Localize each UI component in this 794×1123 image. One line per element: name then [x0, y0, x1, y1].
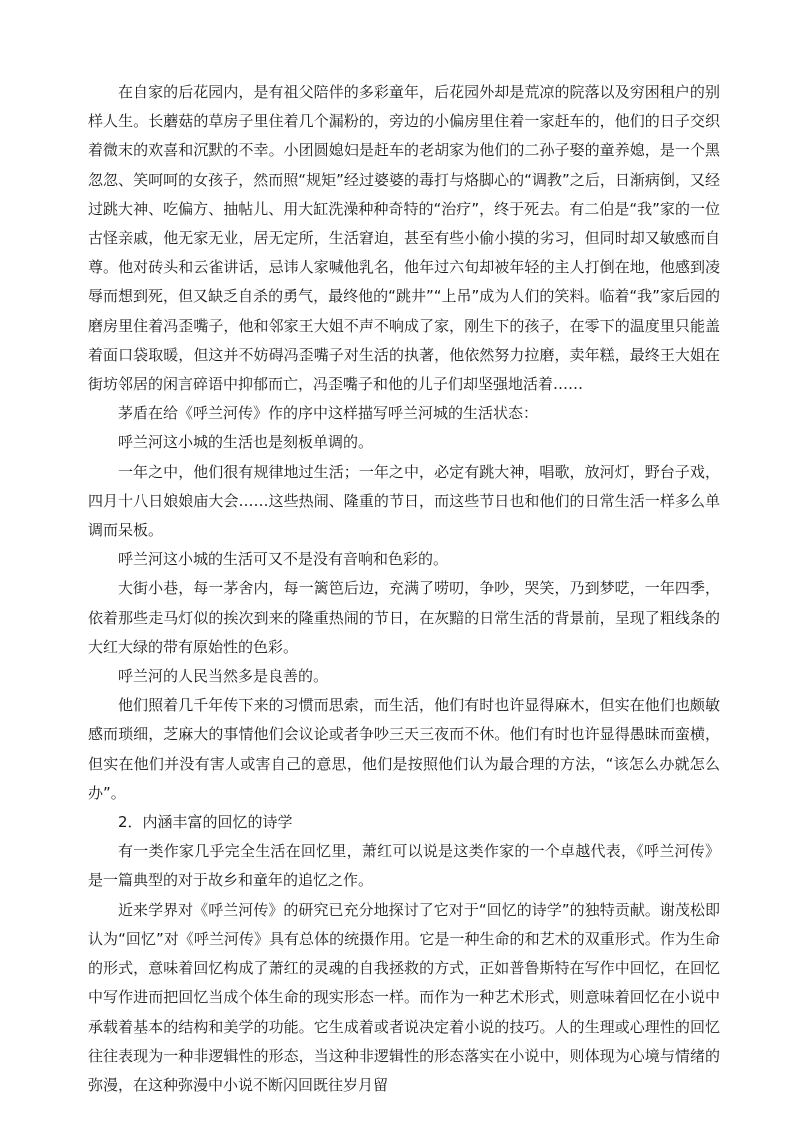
paragraph-quote-people-good: 呼兰河的人民当然多是良善的。: [118, 667, 329, 686]
document-body: [88, 78, 720, 1100]
section-heading-poetics-of-memory: 2．内涵丰富的回忆的诗学: [118, 813, 293, 832]
paragraph-quote-festivals: 一年之中，他们很有规律地过生活；一年之中，必定有跳大神，唱歌，放河灯，野台子戏，四月十八日娘娘庙大会……这些热闹、隆重的节日，而这些节日也和他们的日常生活一样多么单调而呆板。: [88, 462, 720, 540]
paragraph-quote-habits: 他们照着几千年传下来的习惯而思索，而生活，他们有时也许显得麻木，但实在他们也颇敏感而琐细，芝麻大的事情他们会议论或者争吵三天三夜而不休。他们有时也许显得愚昧而蛮横，但实在他们并没有害人或害自己的意思，他们是按照他们认为最合理的方法，“该怎么办就怎么办”。: [88, 696, 720, 802]
paragraph-quote-streets: 大街小巷，每一茅舍内，每一篱笆后边，充满了唠叨，争吵，哭笑，乃到梦呓，一年四季，依着那些走马灯似的挨次到来的隆重热闹的节日，在灰黯的日常生活的背景前，呈现了粗线条的大红大绿的带有原始性的色彩。: [88, 579, 720, 656]
paragraph-maodun-preface: 茅盾在给《呼兰河传》作的序中这样描写呼兰河城的生活状态：: [118, 404, 539, 423]
paragraph-memory-writers: 有一类作家几乎完全生活在回忆里，萧红可以说是这类作家的一个卓越代表，《呼兰河传》是一篇典型的对于故乡和童年的追忆之作。: [88, 842, 720, 890]
paragraph-quote-monotonous: 呼兰河这小城的生活也是刻板单调的。: [118, 433, 374, 452]
paragraph-quote-sound-color: 呼兰河这小城的生活可又不是没有音响和色彩的。: [118, 550, 449, 569]
paragraph-backyard-lives: 在自家的后花园内，是有祖父陪伴的多彩童年，后花园外却是荒凉的院落以及穷困租户的别样人生。长蘑菇的草房子里住着几个漏粉的，旁边的小偏房里住着一家赶车的，他们的日子交织着微末的欢喜和沉默的不幸。小团圆媳妇是赶车的老胡家为他们的二孙子娶的童养媳，是一个黑忽忽、笑呵呵的女孩子，然而照“规矩”经过婆婆的毒打与烙脚心的“调教”之后，日渐病倒，又经过跳大神、吃偏方、抽帖儿、用大缸洗澡种种奇特的“治疗”，终于死去。有二伯是“我”家的一位古怪亲戚，他无家无业，居无定所，生活窘迫，甚至有些小偷小摸的劣习，但同时却又敏感而自尊。他对砖头和云雀讲话，忌讳人家喊他乳名，他年过六旬却被年轻的主人打倒在地，他感到凌辱而想到死，但又缺乏自杀的勇气，最终他的“跳井”“上吊”成为人们的笑料。临着“我”家后园的磨房里住着冯歪嘴子，他和邻家王大姐不声不响成了家，刚生下的孩子，在零下的温度里只能盖着面口袋取暖，但这并不妨碍冯歪嘴子对生活的执著，他依然努力拉磨，卖年糕，最终王大姐在街坊邻居的闲言碎语中抑郁而亡，冯歪嘴子和他的儿子们却坚强地活着……: [88, 83, 720, 394]
paragraph-scholarship-memory: 近来学界对《呼兰河传》的研究已充分地探讨了它对于“回忆的诗学”的独特贡献。谢茂松即认为“回忆”对《呼兰河传》具有总体的统摄作用。它是一种生命的和艺术的双重形式。作为生命的形式，意味着回忆构成了萧红的灵魂的自我拯救的方式，正如普鲁斯特在写作中回忆，在回忆中写作进而把回忆当成个体生命的现实形态一样。而作为一种艺术形式，则意味着回忆在小说中承载着基本的结构和美学的功能。它生成着或者说决定着小说的技巧。人的生理或心理性的回忆往往表现为一种非逻辑性的形态，当这种非逻辑性的形态落实在小说中，则体现为心境与情绪的弥漫，在这种弥漫中小说不断闪回既往岁月留: [88, 900, 720, 1094]
